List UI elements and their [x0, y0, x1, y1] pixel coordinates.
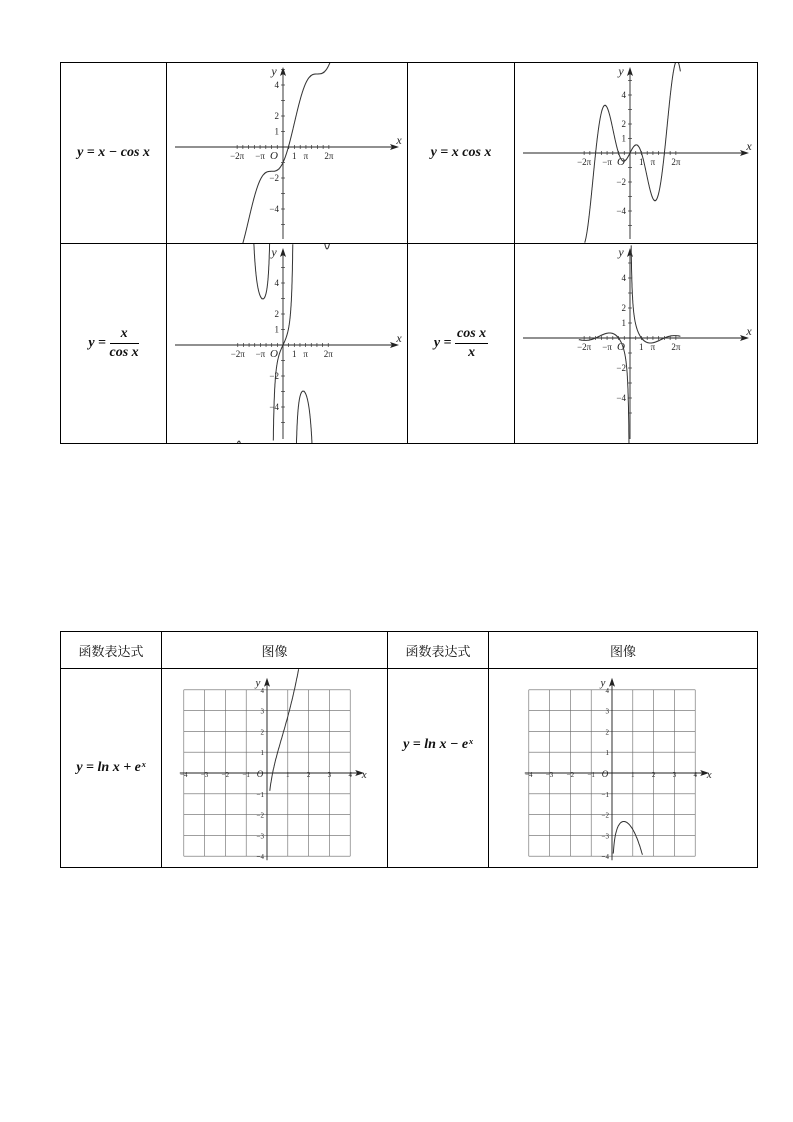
x-tick-label: −2 [566, 771, 575, 779]
function-curve [297, 391, 313, 443]
expr-cosx-over-x: y = $\frac{\text{cos x}}{x}$ [408, 244, 515, 444]
x-tick-label: π [650, 157, 656, 167]
x-tick-label: −2 [221, 771, 230, 779]
graph-cell [167, 244, 408, 444]
y-tick-label: −2 [601, 811, 609, 820]
x-tick-label: 2π [324, 151, 334, 161]
y-tick-label: −4 [269, 204, 279, 214]
y-tick-label: −2 [269, 173, 279, 183]
y-tick-label: −2 [616, 363, 626, 373]
y-tick-label: −1 [601, 790, 609, 799]
expr-lnx-plus-ex: y = ln x + eˣ [61, 669, 162, 868]
x-tick-label: π [303, 151, 309, 161]
graph-cosx-over-x [515, 244, 757, 443]
x-axis-label: x [396, 133, 402, 147]
graph-cell [515, 244, 758, 444]
header-graph: 图像 [489, 632, 758, 669]
y-tick-label: −4 [256, 853, 264, 862]
function-curve [631, 245, 680, 343]
graph-x-over-cosx [167, 244, 407, 443]
x-tick-label: 2π [671, 342, 681, 352]
origin-label: O [270, 150, 278, 162]
y-tick-label: 1 [621, 133, 626, 144]
x-tick-label: −2π [230, 151, 245, 161]
origin-label: O [617, 156, 625, 168]
graph-cell [489, 669, 758, 868]
function-curve [254, 244, 270, 299]
y-tick-label: 4 [260, 686, 264, 695]
x-tick-label: 4 [693, 771, 697, 779]
x-tick-label: −π [255, 349, 266, 359]
expr-x-cosx: y = x cos x [408, 63, 515, 244]
x-tick-label: −3 [545, 771, 554, 779]
y-tick-label: 4 [605, 686, 609, 695]
x-axis-label: x [361, 769, 367, 781]
y-tick-label: −2 [269, 371, 279, 381]
graph-cell [162, 669, 388, 868]
x-tick-label: 2 [651, 771, 656, 779]
y-axis-label: y [271, 64, 277, 78]
x-tick-label: −2π [577, 157, 592, 167]
y-axis-label: y [618, 64, 624, 78]
y-tick-label: 1 [274, 324, 279, 335]
y-tick-label: 3 [605, 707, 609, 716]
y-axis-label: y [618, 245, 624, 259]
header-expression: 函数表达式 [61, 632, 162, 669]
y-axis-label: y [271, 245, 277, 259]
origin-label: O [256, 769, 264, 779]
y-tick-label: 1 [260, 749, 264, 758]
x-tick-label: 1 [292, 151, 297, 161]
x-tick-label: 3 [672, 771, 677, 779]
y-tick-label: 1 [605, 749, 609, 758]
x-tick-label: −2π [230, 349, 245, 359]
y-tick-label: −4 [616, 206, 626, 216]
y-tick-label: 4 [274, 80, 279, 90]
y-tick-label: 2 [260, 728, 264, 737]
y-tick-label: 1 [621, 318, 626, 328]
x-tick-label: 3 [327, 771, 332, 779]
function-graph-table-1 [60, 62, 758, 444]
x-tick-label: 1 [639, 342, 644, 352]
x-tick-label: 4 [348, 771, 352, 779]
origin-label: O [617, 341, 625, 353]
y-tick-label: 2 [605, 728, 609, 737]
function-curve [678, 63, 681, 71]
x-tick-label: 2π [323, 349, 333, 359]
x-tick-label: −π [602, 157, 612, 167]
x-tick-label: 2π [671, 157, 681, 167]
x-axis-label: x [746, 324, 752, 338]
origin-label: O [601, 769, 609, 779]
graph-cell [167, 63, 408, 244]
y-tick-label: 2 [621, 303, 626, 313]
y-tick-label: 4 [274, 278, 279, 288]
y-tick-label: −2 [256, 811, 264, 820]
x-tick-label: −2π [577, 342, 592, 352]
x-tick-label: π [303, 349, 308, 359]
graph-cell [515, 63, 758, 244]
expr-lnx-minus-ex: y = ln x − eˣ [388, 669, 489, 868]
y-tick-label: −3 [256, 832, 264, 841]
origin-label: O [270, 348, 278, 360]
y-tick-label: −1 [256, 790, 264, 799]
x-tick-label: 2 [306, 771, 311, 779]
expr-x-minus-cosx: y = x − cos x [61, 63, 167, 244]
y-tick-label: 4 [621, 90, 626, 100]
y-tick-label: 3 [260, 707, 264, 716]
y-tick-label: 2 [274, 111, 279, 121]
expr-x-over-cosx: y = $\frac{x}{\text{cos x}}$ [61, 244, 167, 444]
x-axis-label: x [396, 331, 402, 345]
y-tick-label: −2 [616, 177, 626, 187]
x-tick-label: 1 [639, 157, 644, 167]
x-tick-label: −π [255, 151, 265, 161]
y-tick-label: 1 [274, 126, 279, 137]
header-expression: 函数表达式 [388, 632, 489, 669]
function-curve [237, 441, 241, 443]
x-tick-label: −4 [180, 771, 188, 779]
x-tick-label: −4 [525, 771, 533, 779]
function-curve [613, 822, 642, 855]
y-tick-label: 2 [274, 309, 279, 319]
x-axis-label: x [746, 139, 752, 153]
y-tick-label: −4 [601, 853, 609, 862]
graph-lnx-plus-ex [162, 669, 387, 867]
x-tick-label: −π [602, 342, 612, 352]
x-tick-label: π [650, 342, 656, 352]
y-axis-label: y [255, 676, 261, 689]
x-tick-label: 1 [291, 349, 297, 359]
y-tick-label: 4 [621, 273, 626, 283]
y-tick-label: −4 [616, 393, 626, 403]
graph-lnx-minus-ex [489, 669, 757, 867]
x-tick-label: 1 [286, 771, 290, 779]
y-tick-label: 2 [621, 119, 626, 129]
x-tick-label: −3 [200, 771, 209, 779]
x-axis-label: x [706, 769, 712, 781]
y-axis-label: y [600, 676, 606, 689]
x-tick-label: −1 [587, 771, 595, 779]
header-graph: 图像 [162, 632, 388, 669]
graph-x-cosx [515, 63, 757, 243]
x-tick-label: −1 [242, 771, 250, 779]
y-tick-label: −4 [269, 402, 279, 412]
graph-x-minus-cosx [167, 63, 407, 243]
x-tick-label: 1 [631, 771, 635, 779]
function-curve [325, 244, 330, 249]
y-tick-label: −3 [601, 832, 609, 841]
function-graph-table-2 [60, 631, 758, 868]
